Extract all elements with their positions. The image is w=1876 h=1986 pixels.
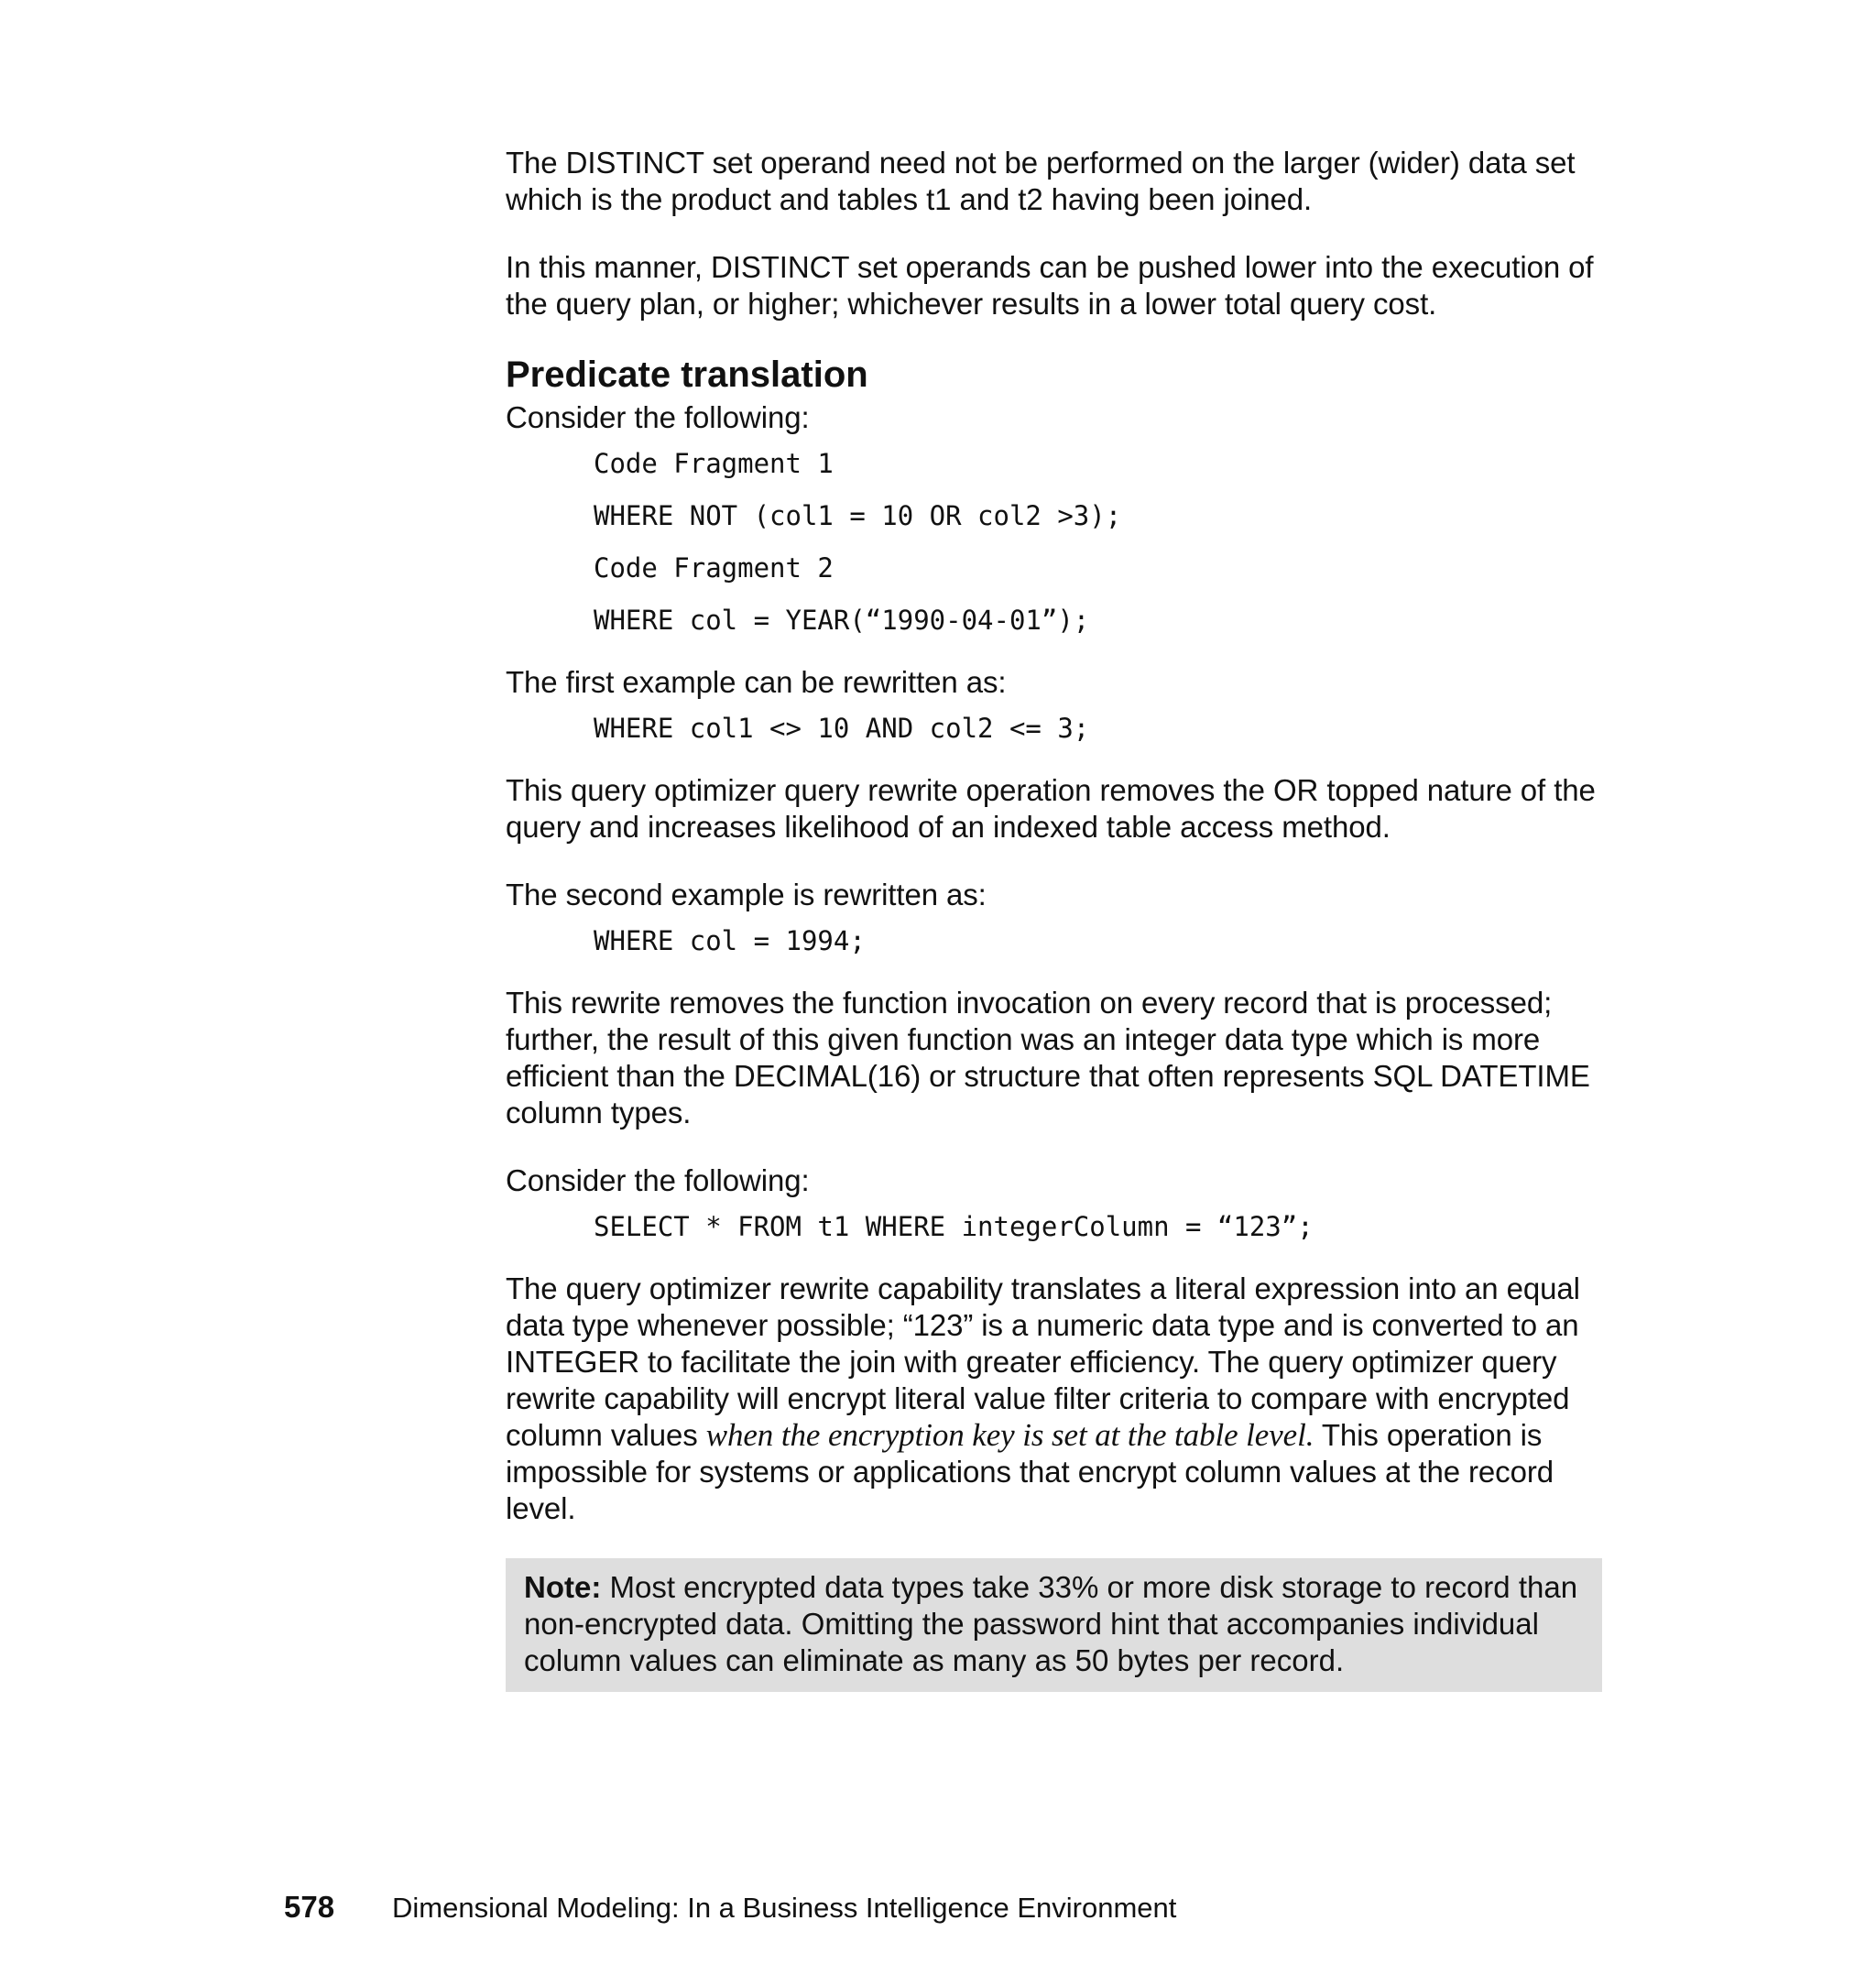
paragraph-consider-following-1: Consider the following: — [506, 400, 810, 434]
paragraph-first-rewrite-intro: The first example can be rewritten as: — [506, 665, 1007, 699]
paragraph-distinct-operand: The DISTINCT set operand need not be performed on the larger (wider) data set which is the product and tables t1 and t2 having been joined. — [506, 146, 1576, 216]
note-box — [506, 1558, 1602, 1692]
code-fragment-2-label: Code Fragment 2 — [594, 552, 834, 584]
code-block-fragments — [594, 447, 1605, 637]
paragraph-consider-following-2: Consider the following: — [506, 1163, 810, 1197]
paragraph-literal-translation — [506, 1271, 1605, 1527]
page-content — [506, 145, 1605, 1692]
paragraph-function-removal: This rewrite removes the function invocation on every record that is processed; further, the result of this given function was an integer data type which is more efficient than the DECIMAL(16) or structure that often represents SQL DATETIME column types. — [506, 986, 1590, 1129]
book-title: Dimensional Modeling: In a Business Intelligence Environment — [392, 1892, 1177, 1924]
paragraph-literal-italic: when the encryption key is set at the table level. — [705, 1417, 1314, 1453]
paragraph-or-removal: This query optimizer query rewrite operation removes the OR topped nature of the query and increases likelihood of an indexed table access method. — [506, 773, 1596, 844]
code-fragment-2: WHERE col = YEAR(“1990-04-01”); — [594, 605, 1090, 636]
code-block-rewrite-2 — [594, 924, 1605, 957]
code-fragment-1-label: Code Fragment 1 — [594, 448, 834, 479]
page-footer — [284, 1891, 1176, 1925]
note-body: Most encrypted data types take 33% or more disk storage to record than non-encrypted data. Omitting the password hint that accompanies individual column values can eliminate as many as 50 bytes per record. — [524, 1570, 1578, 1677]
note-label: Note: — [524, 1570, 602, 1604]
code-block-rewrite-1 — [594, 712, 1605, 745]
code-rewrite-1: WHERE col1 <> 10 AND col2 <= 3; — [594, 713, 1090, 744]
section-heading-predicate-translation: Predicate translation — [506, 355, 868, 395]
page-number: 578 — [284, 1890, 335, 1924]
paragraph-second-rewrite-intro: The second example is rewritten as: — [506, 878, 987, 911]
code-rewrite-2: WHERE col = 1994; — [594, 925, 866, 956]
paragraph-literal-start: The query optimizer rewrite capability translates a literal expression into an equal data type whenever possible; “123” is a numeric data type and is converted to an INTEGER to facilitate the join with greater efficiency. The query optimizer query rewrite capability will encrypt literal value filter criteria to compare with encrypted column values — [506, 1271, 1580, 1452]
code-select-example: SELECT * FROM t1 WHERE integerColumn = “123”; — [594, 1211, 1314, 1242]
code-block-select-example — [594, 1210, 1605, 1243]
paragraph-distinct-pushdown: In this manner, DISTINCT set operands can be pushed lower into the execution of the query plan, or higher; whichever results in a lower total query cost. — [506, 250, 1594, 321]
paragraph-literal-end: This operation is impossible for systems or applications that encrypt column values at the record level. — [506, 1418, 1554, 1525]
note-text — [524, 1569, 1582, 1679]
code-fragment-1: WHERE NOT (col1 = 10 OR col2 >3); — [594, 500, 1122, 531]
